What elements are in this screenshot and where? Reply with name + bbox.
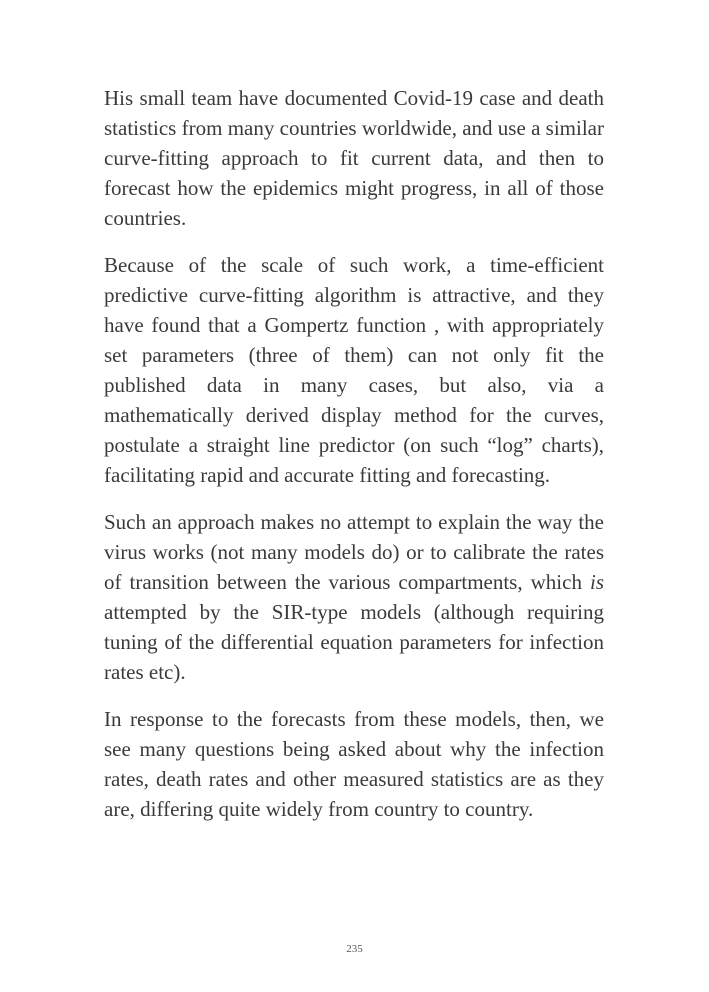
paragraph-3-emphasis: is bbox=[589, 570, 604, 594]
paragraph-3-text-end: attempted by the SIR-type models (although requiring tuning of the differential equation parameters for infection rates etc). bbox=[104, 600, 604, 684]
page-number: 235 bbox=[346, 943, 363, 955]
paragraph-1: His small team have documented Covid-19 case and death statistics from many countries worldwide, and use a similar curve-fitting approach to fit current data, and then to forecast how the epidemics might progress, in all of those countries. bbox=[104, 86, 604, 230]
body-text bbox=[104, 83, 604, 841]
paragraph-4: In response to the forecasts from these models, then, we see many questions being asked about why the infection rates, death rates and other measured statistics are as they are, differing quite widely from country to country. bbox=[104, 707, 604, 821]
paragraph-2: Because of the scale of such work, a time-efficient predictive curve-fitting algorithm is attractive, and they have found that a Gompertz function , with appropriately set parameters (three of them) can not only fit the published data in many cases, but also, via a mathematically derived display method for the curves, postulate a straight line predictor (on such “log” charts), facilitating rapid and accurate fitting and forecasting. bbox=[104, 253, 604, 487]
paragraph-3-text-start: Such an approach makes no attempt to explain the way the virus works (not many models do) or to calibrate the rates of transition between the various compartments, which bbox=[104, 510, 604, 594]
paragraph-3 bbox=[104, 507, 604, 687]
